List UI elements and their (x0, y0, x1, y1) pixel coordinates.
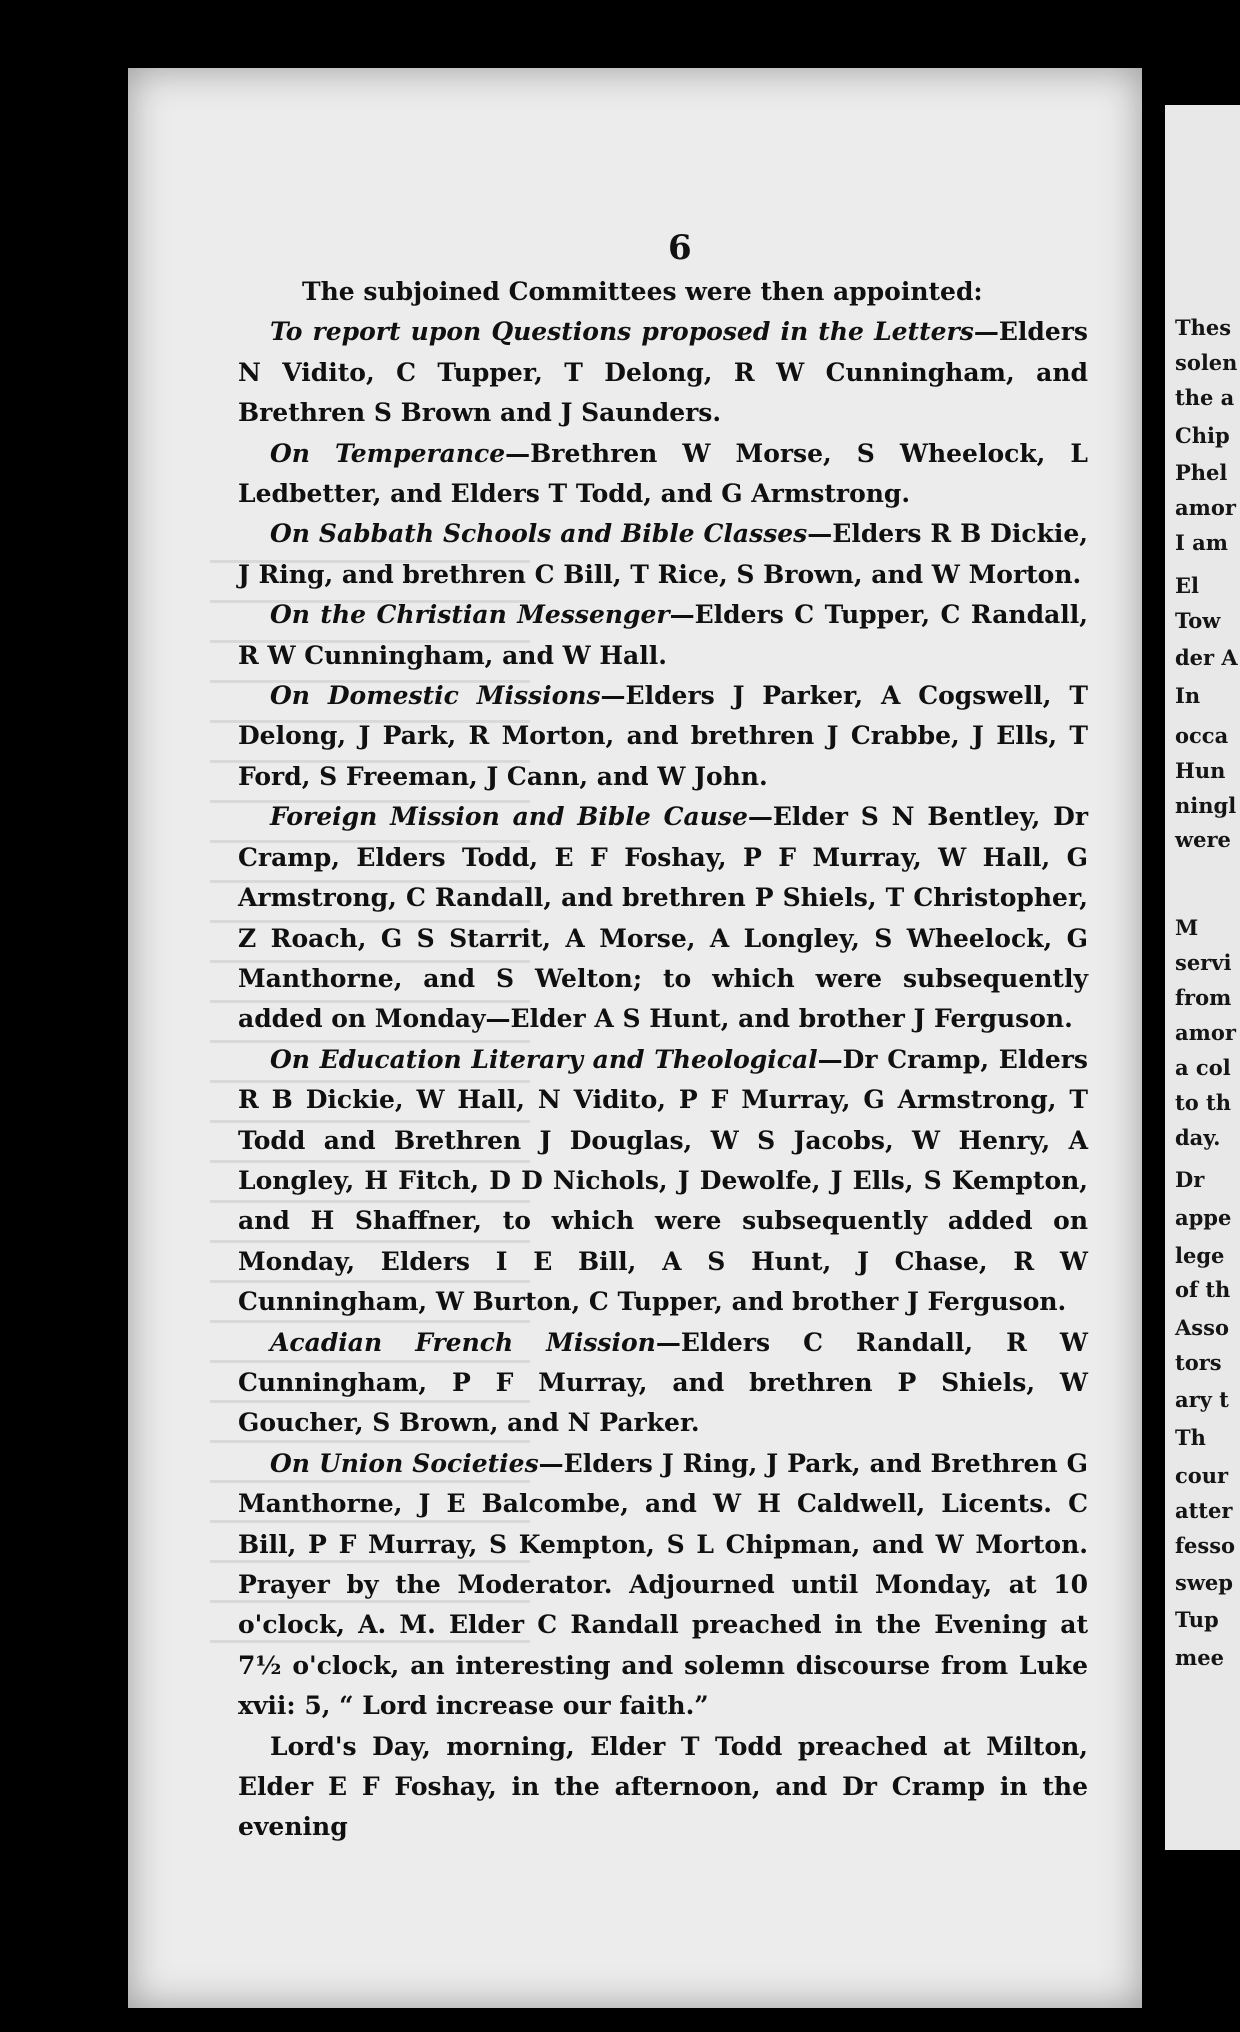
facing-page-fragment: I am (1175, 530, 1228, 555)
facing-page-fragment: lege (1175, 1243, 1225, 1268)
facing-page-fragment: mee (1175, 1645, 1224, 1670)
facing-page-fragment: der A (1175, 645, 1238, 670)
facing-page-fragment: Thes (1175, 315, 1232, 340)
committee-heading: To report upon Questions proposed in the Letters (270, 317, 974, 347)
facing-page-fragment: Phel (1175, 460, 1228, 485)
facing-page-fragment: occa (1175, 723, 1229, 748)
facing-page-fragment: Dr (1175, 1167, 1205, 1192)
committee-heading: Acadian French Mission (270, 1327, 656, 1357)
committee-paragraph (238, 1040, 1088, 1323)
facing-page-fragment: solen (1175, 350, 1238, 375)
committee-members: —Brethren W Morse, S Wheelock, L Ledbetter, and Elders T Todd, and G Armstrong. (238, 438, 1089, 509)
committee-paragraph (238, 797, 1088, 1039)
committee-paragraph (238, 434, 1088, 515)
facing-page-fragment: M (1175, 915, 1199, 940)
page-number: 6 (668, 228, 692, 268)
committee-paragraph (238, 514, 1088, 595)
facing-page-fragment: were (1175, 827, 1231, 852)
committee-paragraph (238, 676, 1088, 797)
facing-page-fragment: appe (1175, 1205, 1232, 1230)
facing-page-fragment: to th (1175, 1090, 1231, 1115)
committee-members: —Elders J Parker, A Cogswell, T Delong, J Park, R Morton, and brethren J Crabbe, J Ells, T Ford, S Freeman, J Cann, and W John. (238, 681, 1088, 791)
facing-page-fragment: swep (1175, 1570, 1233, 1595)
facing-page-fragment: fesso (1175, 1533, 1236, 1558)
facing-page-fragment: a col (1175, 1055, 1231, 1080)
committee-heading: On Education Literary and Theological (270, 1044, 818, 1074)
committee-members: —Elder S N Bentley, Dr Cramp, Elders Todd, E F Foshay, P F Murray, W Hall, G Armstrong, C Randall, and brethren P Shiels, T Christopher, Z Roach, G S Starrit, A Morse, A Longley, S Wheelock, G Manthorne, and S Welton; to which were subsequently added on Monday—Elder A S Hunt, and brother J Ferguson. (238, 802, 1089, 1034)
facing-page-fragment: atter (1175, 1498, 1233, 1523)
committee-members: —Elders C Tupper, C Randall, R W Cunningham, and W Hall. (238, 600, 1088, 670)
facing-page-fragment: servi (1175, 950, 1232, 975)
committee-paragraph (238, 595, 1088, 676)
committee-heading: On Sabbath Schools and Bible Classes (270, 519, 808, 549)
facing-page-edge (1165, 105, 1240, 1850)
committee-members: —Elders R B Dickie, J Ring, and brethren C Bill, T Rice, S Brown, and W Morton. (238, 519, 1089, 589)
facing-page-fragment: Hun (1175, 758, 1226, 783)
facing-page-fragment: Asso (1175, 1315, 1229, 1340)
facing-page-fragment: El (1175, 573, 1199, 598)
facing-page-fragment: from (1175, 985, 1232, 1010)
facing-page-fragment: amor (1175, 1020, 1236, 1045)
committee-paragraph (238, 312, 1088, 433)
committee-members: —Elders J Ring, J Park, and Brethren G Manthorne, J E Balcombe, and W H Caldwell, Licents. C Bill, P F Murray, S Kempton, S L Chipman, and W Morton. Prayer by the Moderator. Adjourned until Monday, at 10 o'clock, A. M. Elder C Randall preached in the Evening at 7½ o'clock, an interesting and solemn discourse from Luke xvii: 5, “ Lord increase our faith.” (238, 1448, 1088, 1721)
intro-paragraph: The subjoined Committees were then appointed: (302, 277, 983, 306)
committee-heading: On Domestic Missions (270, 681, 601, 711)
committee-heading: Foreign Mission and Bible Cause (270, 802, 748, 832)
facing-page-fragment: amor (1175, 495, 1236, 520)
facing-page-fragment: In (1175, 683, 1201, 708)
committee-heading: On Union Societies (270, 1448, 539, 1478)
closing-paragraph: Lord's Day, morning, Elder T Todd preached at Milton, Elder E F Foshay, in the afternoon, and Dr Cramp in the evening (238, 1731, 1088, 1842)
committee-paragraph (238, 1323, 1088, 1444)
facing-page-fragment: tors (1175, 1350, 1222, 1375)
facing-page-fragment: ary t (1175, 1387, 1229, 1412)
page-body (238, 272, 1088, 1848)
facing-page-fragment: the a (1175, 385, 1235, 410)
facing-page-fragment: cour (1175, 1463, 1229, 1488)
facing-page-fragment: Tup (1175, 1607, 1219, 1632)
facing-page-fragment: day. (1175, 1125, 1221, 1150)
facing-page-fragment: Th (1175, 1425, 1206, 1450)
committee-paragraph (238, 1444, 1088, 1727)
committee-heading: On Temperance (270, 438, 506, 468)
committee-heading: On the Christian Messenger (270, 600, 670, 630)
facing-page-fragment: Tow (1175, 608, 1221, 633)
committee-members: —Elders N Vidito, C Tupper, T Delong, R W Cunningham, and Brethren S Brown and J Saunders. (238, 317, 1088, 428)
committee-members: —Elders C Randall, R W Cunningham, P F Murray, and brethren P Shiels, W Goucher, S Brown, and N Parker. (238, 1327, 1088, 1438)
facing-page-fragment: ningl (1175, 793, 1237, 818)
committee-members: —Dr Cramp, Elders R B Dickie, W Hall, N Vidito, P F Murray, G Armstrong, T Todd and Brethren J Douglas, W S Jacobs, W Henry, A Longley, H Fitch, D D Nichols, J Dewolfe, J Ells, S Kempton, and H Shaffner, to which were subsequently added on Monday, Elders I E Bill, A S Hunt, J Chase, R W Cunningham, W Burton, C Tupper, and brother J Ferguson. (238, 1044, 1088, 1317)
facing-page-fragment: Chip (1175, 423, 1230, 448)
facing-page-fragment: of th (1175, 1277, 1231, 1302)
